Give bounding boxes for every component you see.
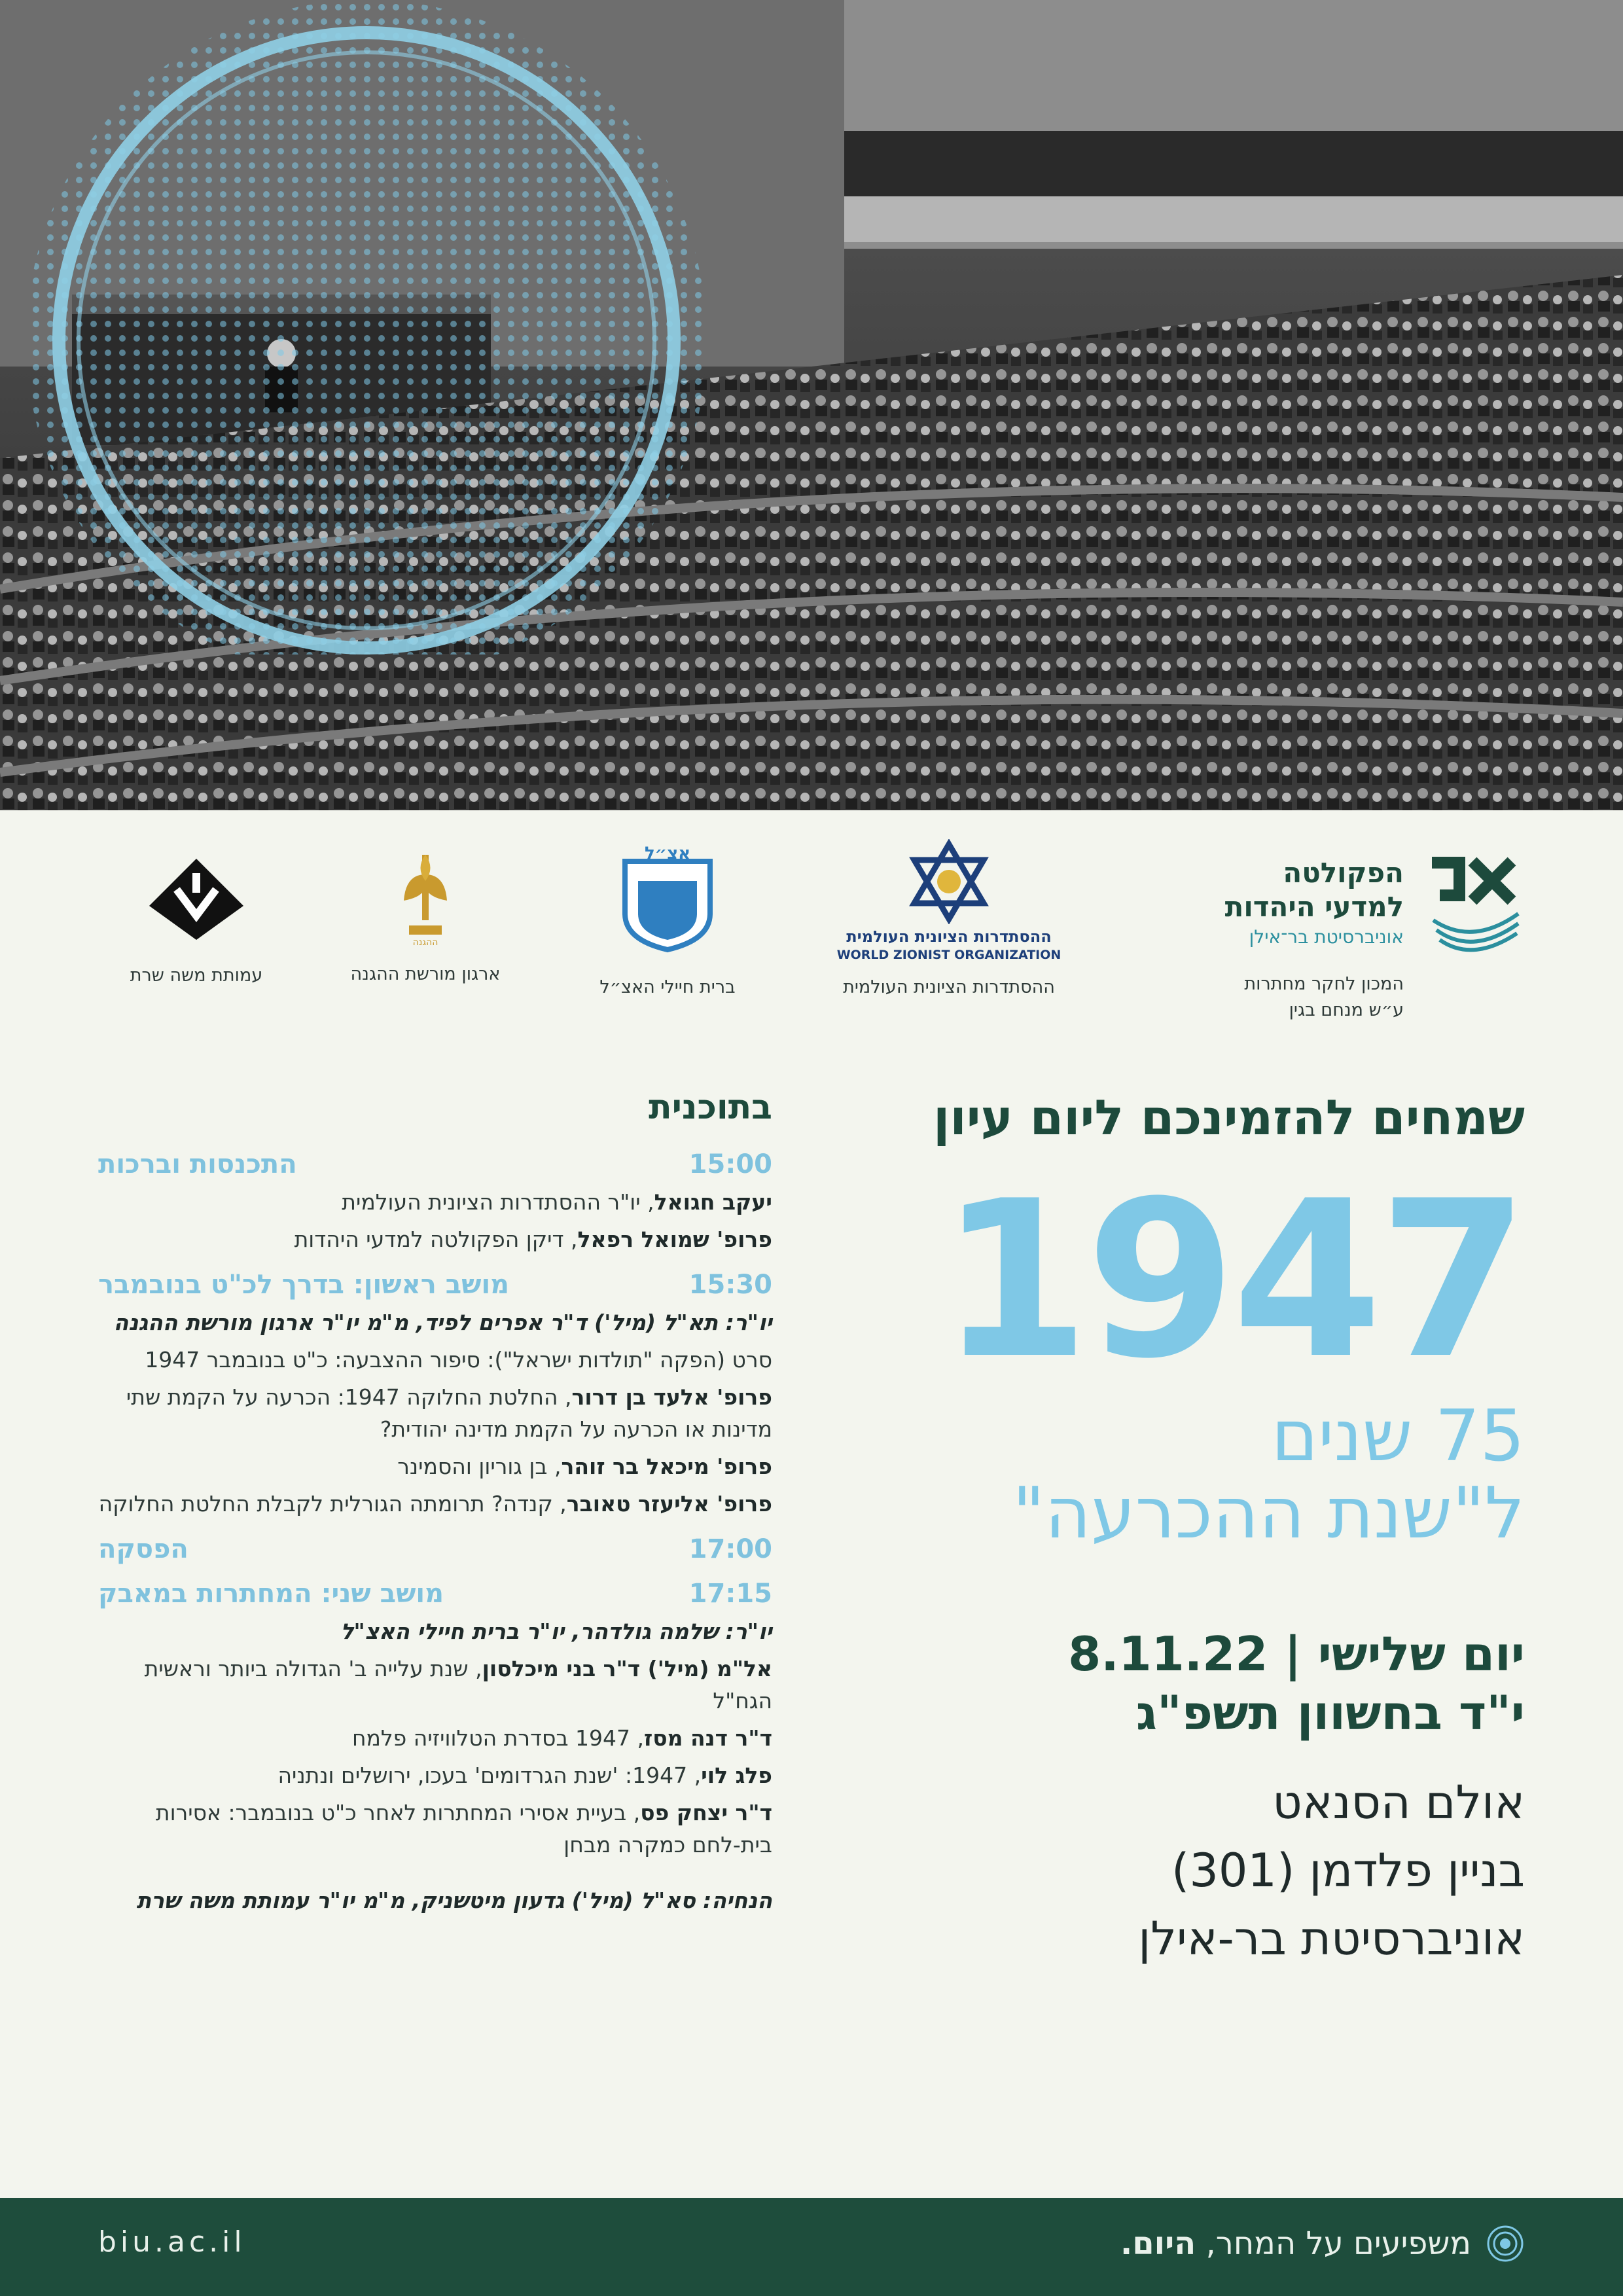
slogan — [1120, 2224, 1525, 2263]
university-name: אוניברסיטת בר־אילן — [1249, 926, 1404, 948]
event-date: יום שלישי | 8.11.22 — [1068, 1626, 1525, 1681]
wzo-logo — [818, 839, 1080, 1000]
sessions-list — [98, 1149, 772, 1861]
institute-name-line2: ע״ש מנחם בגין — [1289, 1000, 1404, 1020]
program-item — [98, 1344, 772, 1376]
wzo-english-name: WORLD ZIONIST ORGANIZATION — [836, 948, 1061, 962]
footer-bar — [0, 2198, 1623, 2296]
venue-building: בניין פלדמן (301) — [1171, 1844, 1525, 1897]
target-rings-icon — [1486, 2224, 1525, 2263]
session-header — [98, 1579, 772, 1609]
speaker-name: אל"מ (מיל') ד"ר בני מיכלסון — [482, 1656, 772, 1681]
sharett-caption: עמותת משה שרת — [130, 965, 263, 986]
sharett-logo — [98, 853, 294, 988]
slogan-prefix: משפיעים על המחר, — [1196, 2225, 1471, 2262]
program-item — [98, 1450, 772, 1482]
session-time: 17:15 — [688, 1579, 772, 1609]
haganah-emblem-text: ההגנה — [412, 937, 438, 946]
program-heading: בתוכנית — [649, 1088, 772, 1127]
program-schedule — [98, 1088, 772, 1922]
item-text: , בן גוריון והסמינר — [397, 1454, 562, 1479]
wzo-hebrew-name: ההסתדרות הציונית העולמית — [846, 927, 1052, 946]
anniversary-line2: ל"שנת ההכרעה" — [1012, 1473, 1525, 1554]
etzel-caption: ברית חיילי האצ״ל — [599, 977, 736, 997]
etzel-emblem-text: אצ״ל — [644, 844, 691, 863]
etzel-logo — [582, 842, 753, 1000]
moderator-line: הנחיה: סא"ל (מיל') גדעון מיטשניק, מ"מ יו"ר עמותת משה שרת — [136, 1888, 772, 1913]
program-item — [98, 1615, 772, 1647]
program-item — [98, 1759, 772, 1791]
program-item — [98, 1381, 772, 1445]
item-text: , בעיית אסירי המחתרות לאחר כ"ט בנובמבר: אסירות בית-לחם כמקרה מבחן — [155, 1800, 772, 1857]
sharett-emblem-icon — [144, 853, 249, 945]
speaker-name: פרופ' מיכאל בר זוהר — [561, 1454, 772, 1479]
speaker-name: יעקב חגואל — [654, 1189, 772, 1215]
item-text: יו"ר: תא"ל (מיל') ד"ר אפרים לפיד, מ"מ יו"ר ארגון מורשת ההגנה — [113, 1310, 772, 1335]
invitation-line: שמחים להזמינכם ליום עיון — [933, 1090, 1525, 1146]
item-text: יו"ר: שלמה גולדהר, יו"ר ברית חיילי האצ"ל — [340, 1619, 772, 1644]
haganah-caption: ארגון מורשת ההגנה — [350, 964, 501, 984]
speaker-name: ד"ר דנה מסז — [644, 1725, 772, 1751]
year-headline: 1947 — [939, 1155, 1525, 1406]
haganah-logo — [327, 848, 524, 987]
session-title: הפסקה — [98, 1534, 188, 1564]
wzo-caption: ההסתדרות הציונית העולמית — [843, 977, 1055, 997]
item-text: , 1947 בסדרת הטלוויזיה פלמח — [351, 1725, 644, 1751]
speaker-name: פלג לוי — [701, 1763, 772, 1788]
faculty-logo — [1158, 848, 1525, 1045]
item-text: , קנדה? תרומתה הגורלית לקבלת החלטת החלוקה — [98, 1491, 567, 1516]
speaker-name: פרופ' אלעד בן דרור — [571, 1384, 772, 1410]
program-item — [98, 1488, 772, 1520]
program-item — [98, 1186, 772, 1218]
etzel-emblem-icon — [612, 842, 723, 953]
venue-university: אוניברסיטת בר-אילן — [1138, 1912, 1525, 1965]
item-text: , יו"ר ההסתדרות הציונית העולמית — [342, 1189, 654, 1215]
venue-hall: אולם הסנאט — [1272, 1776, 1525, 1829]
item-text: , שנת עלייה ב' הגדולה ביותר וראשית הגח"ל — [144, 1656, 772, 1713]
session-time: 15:00 — [688, 1149, 772, 1179]
faculty-title-line2: למדעי היהדות — [1224, 891, 1404, 923]
program-item — [98, 1306, 772, 1338]
program-item — [98, 1223, 772, 1255]
anniversary-line1: 75 שנים — [1271, 1395, 1525, 1477]
program-item — [98, 1653, 772, 1717]
program-item — [98, 1722, 772, 1754]
faculty-title-line1: הפקולטה — [1283, 857, 1404, 889]
slogan-bold: היום. — [1120, 2225, 1196, 2262]
item-text: , דיקן הפקולטה למדעי היהדות — [294, 1227, 578, 1252]
speaker-name: פרופ' שמואל רפאל — [577, 1227, 772, 1252]
haganah-emblem-icon — [396, 848, 455, 946]
session-title: התכנסות וברכות — [98, 1149, 297, 1179]
item-text: , החלטת החלוקה 1947: הכרעה על הקמת שתי מדינות או הכרעה על הקמת מדינה יהודית? — [126, 1384, 772, 1442]
item-text: , 1947: 'שנת הגרדומים' בעכו, ירושלים ונתניה — [277, 1763, 702, 1788]
event-hero — [844, 1086, 1525, 1973]
item-text: סרט (הפקה "תולדות ישראל"): סיפור ההצבעה: כ"ט בנובמבר 1947 — [145, 1347, 772, 1372]
event-hebrew-date: י"ד בחשוון תשפ"ג — [1135, 1685, 1525, 1740]
speaker-name: פרופ' אליעזר טאובר — [566, 1491, 772, 1516]
bar-ilan-emblem-icon — [1420, 848, 1525, 953]
session-header — [98, 1149, 772, 1179]
session-time: 15:30 — [688, 1270, 772, 1300]
session-time: 17:00 — [688, 1534, 772, 1564]
star-of-david-icon — [906, 839, 991, 924]
hero-photo — [0, 0, 1623, 810]
session-header — [98, 1534, 772, 1564]
session-title: מושב ראשון: בדרך לכ"ט בנובמבר — [98, 1270, 510, 1300]
session-header — [98, 1270, 772, 1300]
program-item — [98, 1797, 772, 1861]
session-title: מושב שני: המחתרות במאבק — [98, 1579, 444, 1609]
speaker-name: ד"ר יצחק פס — [640, 1800, 772, 1825]
un-assembly-photo — [0, 0, 1623, 810]
institute-name-line1: המכון לחקר מחתרות — [1244, 974, 1404, 994]
website-link[interactable]: biu.ac.il — [98, 2225, 246, 2259]
